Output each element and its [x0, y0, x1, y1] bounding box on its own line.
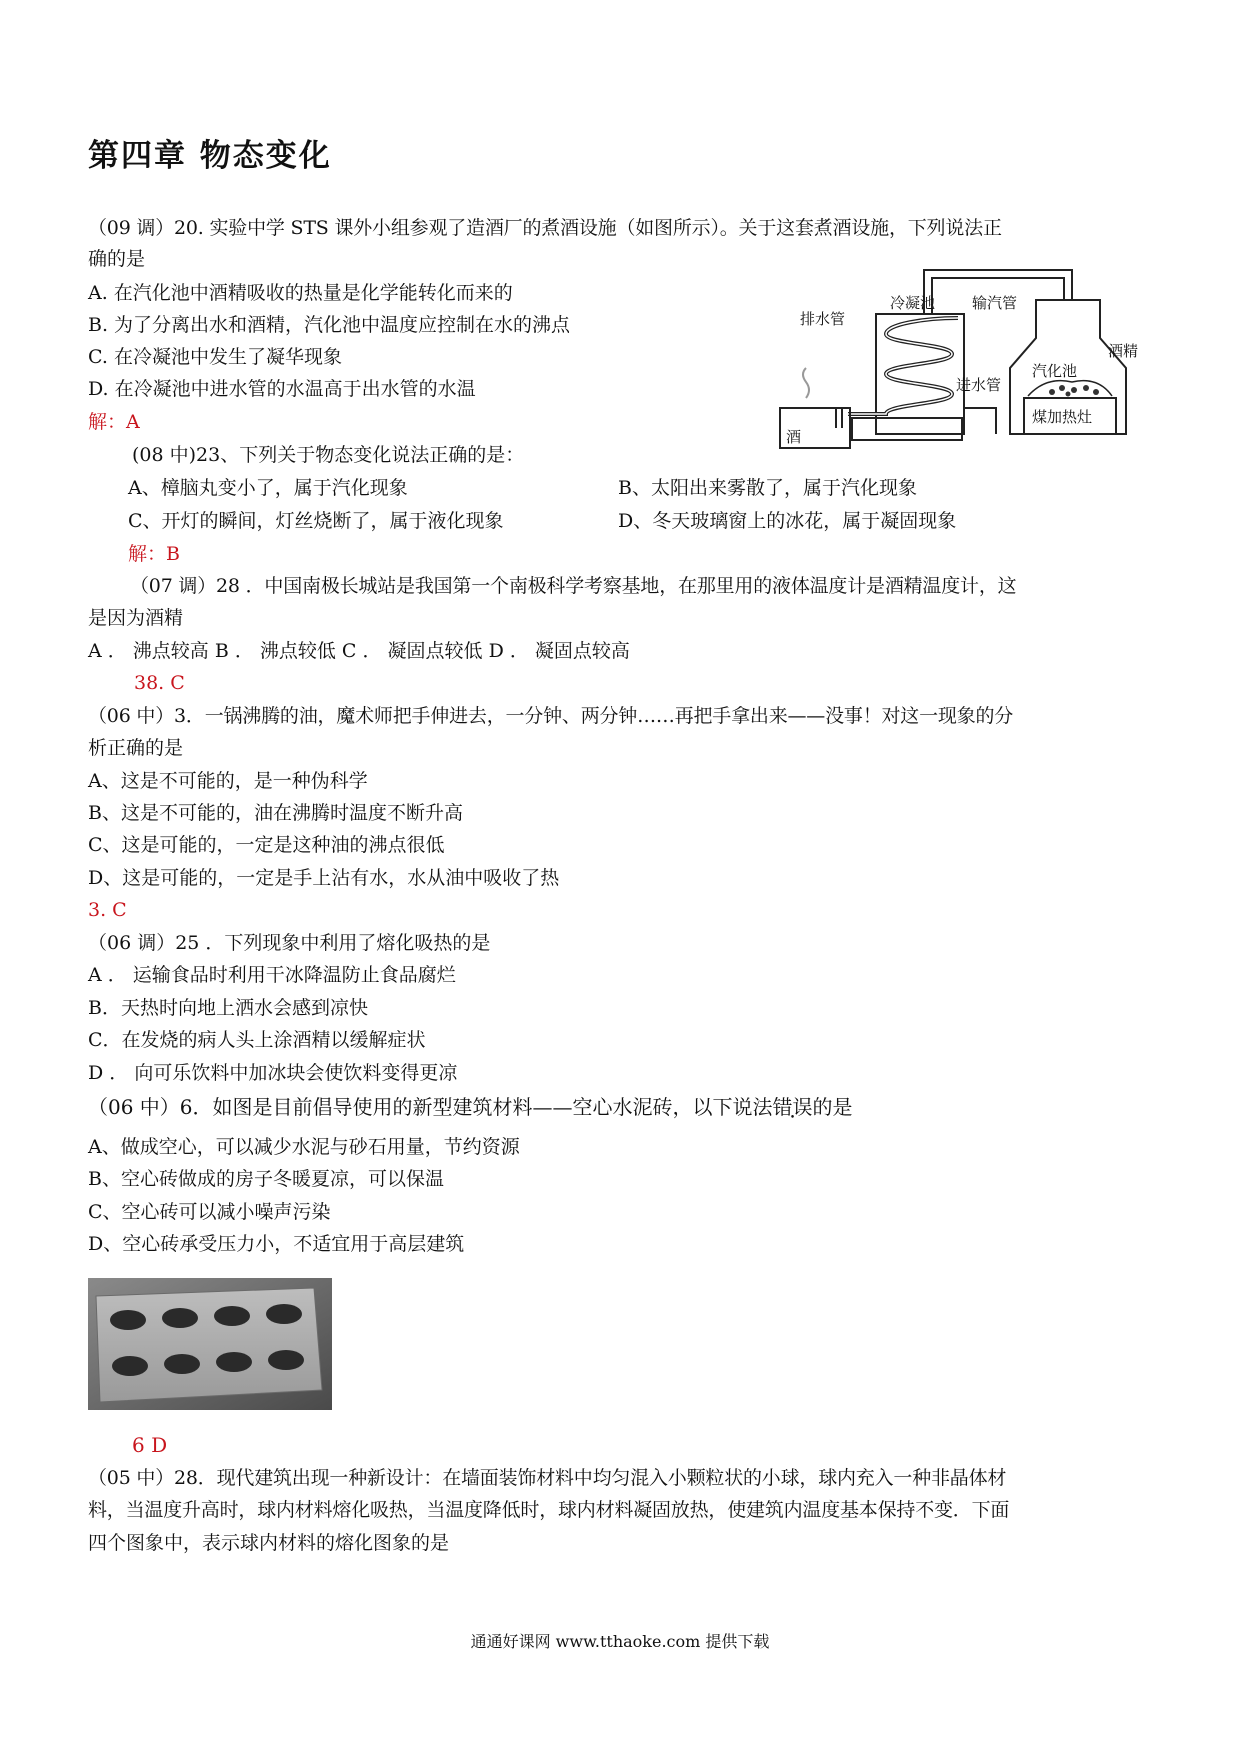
- q5-option-d: D ． 向可乐饮料中加冰块会使饮料变得更凉: [88, 1062, 458, 1084]
- q4-option-b: B、这是不可能的，油在沸腾时温度不断升高: [88, 802, 463, 824]
- q6-option-a: A、做成空心，可以减少水泥与砂石用量，节约资源: [88, 1136, 520, 1158]
- q4-stem-line2: 析正确的是: [88, 737, 184, 759]
- label-inlet-pipe: 进水管: [956, 376, 1002, 394]
- q1-answer: 解：A: [88, 411, 140, 433]
- q2-option-a: A、樟脑丸变小了，属于汽化现象: [128, 477, 408, 499]
- q4-option-c: C、这是可能的，一定是这种油的沸点很低: [88, 834, 445, 856]
- q6-option-c: C、空心砖可以减小噪声污染: [88, 1201, 331, 1223]
- label-stove: 煤加热灶: [1032, 408, 1093, 426]
- q7-line3: 四个图象中，表示球内材料的熔化图象的是: [88, 1532, 450, 1554]
- q6-stem-after: 的是: [812, 1095, 853, 1119]
- q5-option-b: B．天热时向地上洒水会感到凉快: [88, 997, 368, 1019]
- q6-option-d: D、空心砖承受压力小，不适宜用于高层建筑: [88, 1233, 465, 1255]
- q2-stem: (08 中)23、下列关于物态变化说法正确的是：: [132, 444, 525, 466]
- q1-stem-line2: 确的是: [88, 248, 146, 270]
- q5-stem: （06 调）25 ．下列现象中利用了熔化吸热的是: [88, 932, 491, 954]
- q3-answer: 38. C: [134, 672, 185, 694]
- q7-line1: （05 中）28．现代建筑出现一种新设计：在墙面装饰材料中均匀混入小颗粒状的小球，球内充入一种非晶体材: [88, 1467, 1007, 1489]
- q2-answer: 解：B: [128, 543, 180, 565]
- q5-option-a: A ． 运输食品时利用干冰降温防止食品腐烂: [88, 964, 456, 986]
- q2-option-b: B、太阳出来雾散了，属于汽化现象: [618, 477, 917, 499]
- q4-answer: 3. C: [88, 899, 127, 921]
- q6-stem-emphasis: 错误: [772, 1095, 813, 1119]
- label-steam-pipe: 输汽管: [972, 294, 1018, 312]
- q1-option-d: D. 在冷凝池中进水管的水温高于出水管的水温: [88, 378, 476, 400]
- q6-answer: 6 D: [132, 1433, 168, 1457]
- label-alcohol: 酒精: [1108, 342, 1139, 360]
- q1-stem-line1: （09 调）20. 实验中学 STS 课外小组参观了造酒厂的煮酒设施（如图所示）。关于这套煮酒设施，下列说法正: [88, 217, 1002, 239]
- inlet-pipe: [964, 408, 996, 434]
- q5-option-c: C．在发烧的病人头上涂酒精以缓解症状: [88, 1029, 426, 1051]
- label-vaporizer: 汽化池: [1032, 362, 1078, 380]
- q6-option-b: B、空心砖做成的房子冬暖夏凉，可以保温: [88, 1168, 444, 1190]
- q4-option-a: A、这是不可能的，是一种伪科学: [88, 770, 368, 792]
- q2-option-c: C、开灯的瞬间，灯丝烧断了，属于液化现象: [128, 510, 504, 532]
- label-vessel: 酒: [786, 428, 802, 446]
- footer-credit: 通通好课网 www.tthaoke.com 提供下载: [470, 1632, 770, 1651]
- chapter-title: 第四章 物态变化: [88, 138, 332, 174]
- label-drain-pipe: 排水管: [800, 310, 846, 328]
- q6-stem: [88, 1094, 853, 1120]
- label-condenser: 冷凝池: [890, 294, 936, 312]
- q6-stem-before: （06 中）6．如图是目前倡导使用的新型建筑材料——空心水泥砖，以下说法: [88, 1095, 773, 1119]
- condenser-tank: [876, 314, 964, 434]
- q1-option-a: A. 在汽化池中酒精吸收的热量是化学能转化而来的: [88, 282, 513, 304]
- q1-option-b: B. 为了分离出水和酒精，汽化池中温度应控制在水的沸点: [88, 314, 571, 336]
- q3-stem-line1: （07 调）28 ．中国南极长城站是我国第一个南极科学考察基地，在那里用的液体温度计是酒精温度计，这: [130, 575, 1017, 597]
- q3-stem-line2: 是因为酒精: [88, 607, 184, 629]
- distillery-diagram: [776, 258, 1156, 454]
- q4-stem-line1: （06 中）3．一锅沸腾的油，魔术师把手伸进去，一分钟、两分钟……再把手拿出来——没事！对这一现象的分: [88, 705, 1014, 727]
- hollow-brick-image: [88, 1278, 332, 1410]
- q1-option-c: C. 在冷凝池中发生了凝华现象: [88, 346, 342, 368]
- q4-option-d: D、这是可能的，一定是手上沾有水，水从油中吸收了热: [88, 867, 560, 889]
- q7-line2: 料，当温度升高时，球内材料熔化吸热，当温度降低时，球内材料凝固放热，使建筑内温度基本保持不变．下面: [88, 1499, 1010, 1521]
- q3-options: A ． 沸点较高 B ． 沸点较低 C ． 凝固点较低 D ． 凝固点较高: [88, 640, 630, 662]
- q2-option-d: D、冬天玻璃窗上的冰花，属于凝固现象: [618, 510, 957, 532]
